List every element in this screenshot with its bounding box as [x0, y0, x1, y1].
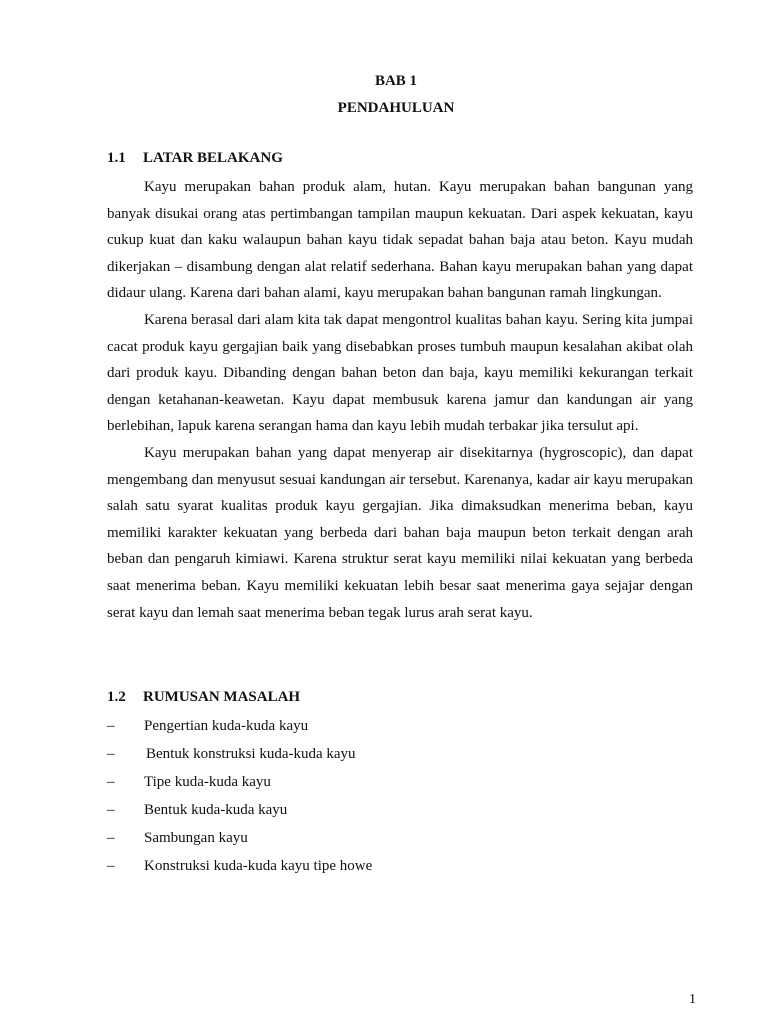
section-heading-latar-belakang	[107, 150, 283, 167]
list-item	[107, 824, 372, 852]
dash-bullet: –	[107, 802, 115, 818]
chapter-label: BAB 1	[374, 73, 418, 89]
dash-bullet: –	[107, 718, 115, 734]
list-item-text: Tipe kuda-kuda kayu	[144, 774, 271, 790]
page-number: 1	[689, 992, 696, 1007]
list-item	[107, 740, 372, 768]
list-item	[107, 712, 372, 740]
list-item-text: Pengertian kuda-kuda kayu	[144, 718, 309, 734]
section-title: RUMUSAN MASALAH	[143, 689, 301, 705]
dash-bullet: –	[107, 774, 115, 790]
list-item-text: Bentuk konstruksi kuda-kuda kayu	[146, 746, 356, 762]
dash-bullet: –	[107, 830, 115, 846]
chapter-title: PENDAHULUAN	[337, 100, 455, 116]
section-body-latar-belakang	[107, 174, 693, 626]
paragraph: Kayu merupakan bahan produk alam, hutan. Kayu merupakan bahan bangunan yang banyak disukai orang atas pertimbangan tampilan maupun kekuatan. Dari aspek kekuatan, kayu cukup kuat dan kaku walaupun bahan kayu tidak sepadat bahan baja atau beton. Kayu mudah dikerjakan – disambung dengan alat relatif sederhana. Bahan kayu merupakan bahan yang dapat didaur ulang. Karena dari bahan alami, kayu merupakan bahan bangunan ramah lingkungan.	[107, 179, 693, 302]
paragraph: Karena berasal dari alam kita tak dapat mengontrol kualitas bahan kayu. Sering kita jumpai cacat produk kayu gergajian baik yang disebabkan proses tumbuh maupun kesalahan akibat olah dari produk kayu. Dibanding dengan bahan beton dan baja, kayu memiliki kekurangan terkait dengan ketahanan-keawetan. Kayu dapat membusuk karena jamur dan kandungan air yang berlebihan, lapuk karena serangan hama dan kayu lebih mudah terbakar jika tersulut api.	[107, 311, 693, 435]
section-number: 1.2	[107, 689, 126, 705]
section-title: LATAR BELAKANG	[143, 150, 283, 166]
list-item	[107, 768, 372, 796]
dash-bullet: –	[107, 746, 115, 762]
list-item	[107, 852, 372, 880]
list-item-text: Konstruksi kuda-kuda kayu tipe howe	[144, 858, 373, 874]
list-item-text: Sambungan kayu	[144, 830, 248, 846]
list-item	[107, 796, 372, 824]
paragraph: Kayu merupakan bahan yang dapat menyerap air disekitarnya (hygroscopic), dan dapat mengembang dan menyusut sesuai kandungan air tersebut. Karenanya, kadar air kayu merupakan salah satu syarat kualitas produk kayu gergajian. Jika dimaksudkan menerima beban, kayu memiliki karakter kekuatan yang berbeda dari bahan baja maupun beton terkait dengan arah beban dan pengaruh kimiawi. Karena struktur serat kayu memiliki nilai kekuatan yang berbeda saat menerima beban. Kayu memiliki kekuatan lebih besar saat menerima gaya sejajar dengan serat kayu dan lemah saat menerima beban tegak lurus arah serat kayu.	[107, 444, 693, 621]
problem-list	[107, 712, 372, 880]
dash-bullet: –	[107, 858, 115, 874]
section-heading-rumusan-masalah	[107, 689, 300, 706]
section-number: 1.1	[107, 150, 126, 166]
list-item-text: Bentuk kuda-kuda kayu	[144, 802, 288, 818]
